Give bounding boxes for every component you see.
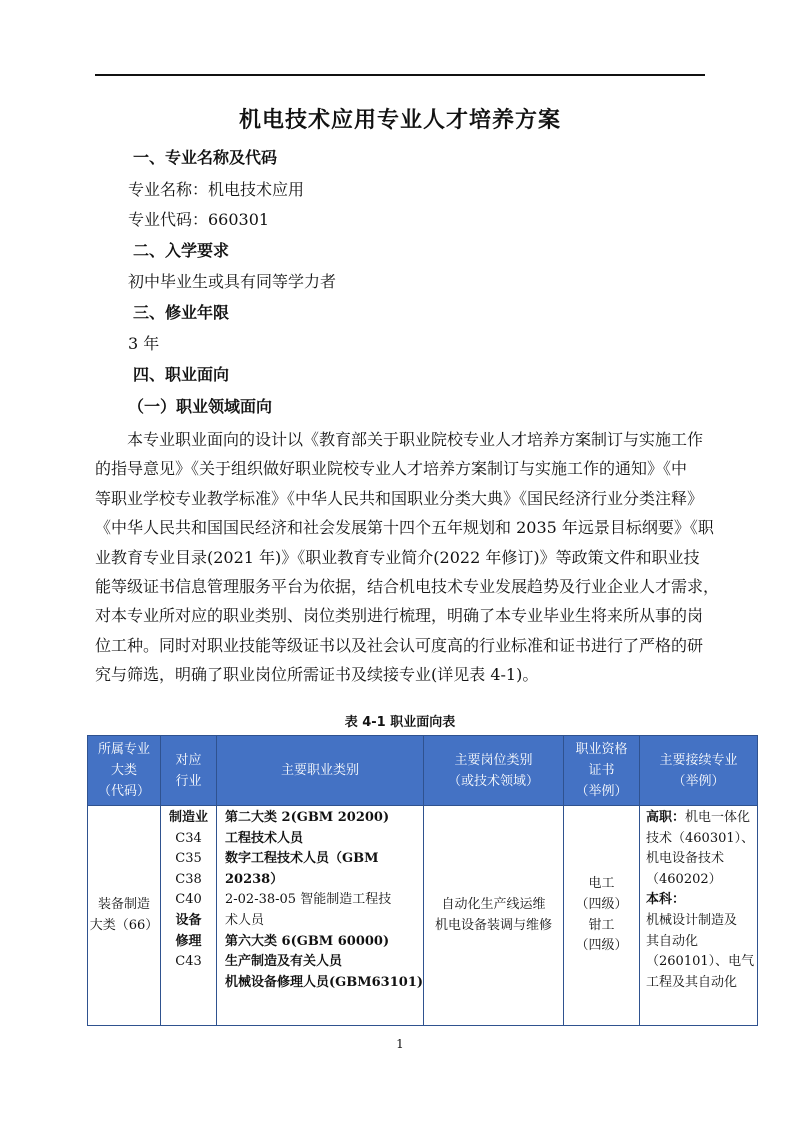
cell-certificate [564,806,640,1026]
section-4-heading: 四、职业面向 [133,365,230,384]
table-row [88,806,758,1026]
cell-text: 机电设备装调与维修 [435,917,553,933]
cell-text: 工程技术人员 [225,830,304,846]
cell-text: （460202） [646,871,722,887]
cell-text: 设备 [175,912,202,928]
paragraph-line: 本专业职业面向的设计以《教育部关于职业院校专业人才培养方案制订与实施工作 [127,430,704,449]
cell-text: 自动化生产线运维 [441,896,546,912]
header-text: 证书 [588,763,615,778]
paragraph-line: 《中华人民共和国国民经济和社会发展第十四个五年规划和 2035 年远景目标纲要》《职 [95,518,714,538]
section-3-heading: 三、修业年限 [133,303,230,322]
cell-text: 20238） [225,871,284,887]
cell-text: 第二大类 2(GBM 20200) [225,810,390,825]
study-duration: 3 年 [128,334,160,353]
paragraph-line: 的指导意见》《关于组织做好职业院校专业人才培养方案制订与实施工作的通知》《中 [95,459,688,479]
cell-text: C34 [175,830,202,846]
paragraph-line: 等职业学校专业教学标准》《中华人民共和国职业分类大典》《国民经济行业分类注释》 [95,488,704,508]
career-orientation-paragraph [95,425,720,690]
cell-text: C38 [175,871,202,887]
paragraph-line: 能等级证书信息管理服务平台为依据，结合机电技术专业发展趋势及行业企业人才需求， [95,577,720,597]
table-caption: 表 4-1 职业面向表 [344,715,456,730]
cell-text: （四级） [575,896,628,912]
header-text: （代码） [97,784,150,799]
cell-category [88,806,161,1026]
cell-text: 生产制造及有关人员 [225,954,343,970]
major-name: 专业名称：机电技术应用 [128,180,305,199]
header-text: 对应 [175,752,202,768]
header-text: 所属专业 [97,742,150,757]
cell-text: 第六大类 6(GBM 60000) [225,933,390,949]
major-code: 专业代码：660301 [128,210,270,229]
cell-text: 机械设备修理人员(GBM63101) [225,974,424,990]
document-title: 机电技术应用专业人才培养方案 [238,108,561,133]
header-rule [95,74,705,76]
paragraph-line: 位工种。同时对职业技能等级证书以及社会认可度高的行业标准和证书进行了严格的研 [95,635,704,655]
cell-occupation [217,806,424,1026]
cell-text: 技术（460301）、 [646,830,755,846]
cell-text: 钳工 [588,917,615,933]
admission-requirement: 初中毕业生或具有同等学力者 [128,272,337,291]
header-continuation [640,736,758,806]
cell-text: C40 [175,892,202,908]
cell-text: C43 [175,954,202,970]
section-4-subheading: （一）职业领域面向 [128,397,273,416]
header-text: 职业资格 [575,742,628,757]
header-category [88,736,161,806]
paragraph-line: 对本专业所对应的职业类别、岗位类别进行梳理，明确了本专业毕业生将来所从事的岗 [95,606,704,626]
page-number: 1 [396,1037,404,1051]
cell-text: 大类（66） [89,917,159,933]
cell-text: 数字工程技术人员（GBM [225,851,379,867]
header-text: 主要接续专业 [659,752,738,768]
cell-line [646,808,755,829]
section-2-heading: 二、入学要求 [133,241,230,260]
paragraph-line: 业教育专业目录(2021 年)》《职业教育专业简介(2022 年修订)》等政策文件和职业技 [95,547,700,567]
cell-label: 本科： [646,892,686,908]
cell-text: 术人员 [225,912,265,928]
cell-text: 修理 [175,933,202,949]
header-text: （举例） [575,784,628,799]
cell-text: （260101）、电气 [646,954,755,970]
cell-label: 高职： [646,810,686,825]
header-certificate [564,736,640,806]
cell-industry [161,806,217,1026]
header-text: 大类 [110,763,137,778]
cell-text: 工程及其自动化 [646,974,738,990]
header-occupation [217,736,424,806]
header-text: 主要岗位类别 [454,752,533,768]
cell-text: 其自动化 [646,933,699,949]
header-industry [161,736,217,806]
header-text: （或技术领域） [448,773,540,789]
header-text: 行业 [175,773,202,789]
paragraph-line: 究与筛选，明确了职业岗位所需证书及续接专业(详见表 4-1)。 [95,665,539,685]
cell-text: 2-02-38-05 智能制造工程技 [225,892,392,908]
cell-text: 机械设计制造及 [646,912,738,928]
cell-text: （四级） [575,938,628,954]
cell-text: 电工 [588,876,615,892]
cell-continuation [640,806,758,1026]
cell-text: 机电一体化 [685,810,751,825]
header-position [424,736,564,806]
cell-text: 机电设备技术 [646,851,725,867]
header-text: （举例） [672,773,725,789]
section-1-heading: 一、专业名称及代码 [133,148,278,167]
cell-text: C35 [175,851,202,867]
cell-text: 装备制造 [97,896,150,912]
cell-position [424,806,564,1026]
cell-text: 制造业 [168,810,208,825]
table-header-row [88,736,758,806]
career-orientation-table [87,735,758,1026]
header-text: 主要职业类别 [281,763,360,778]
